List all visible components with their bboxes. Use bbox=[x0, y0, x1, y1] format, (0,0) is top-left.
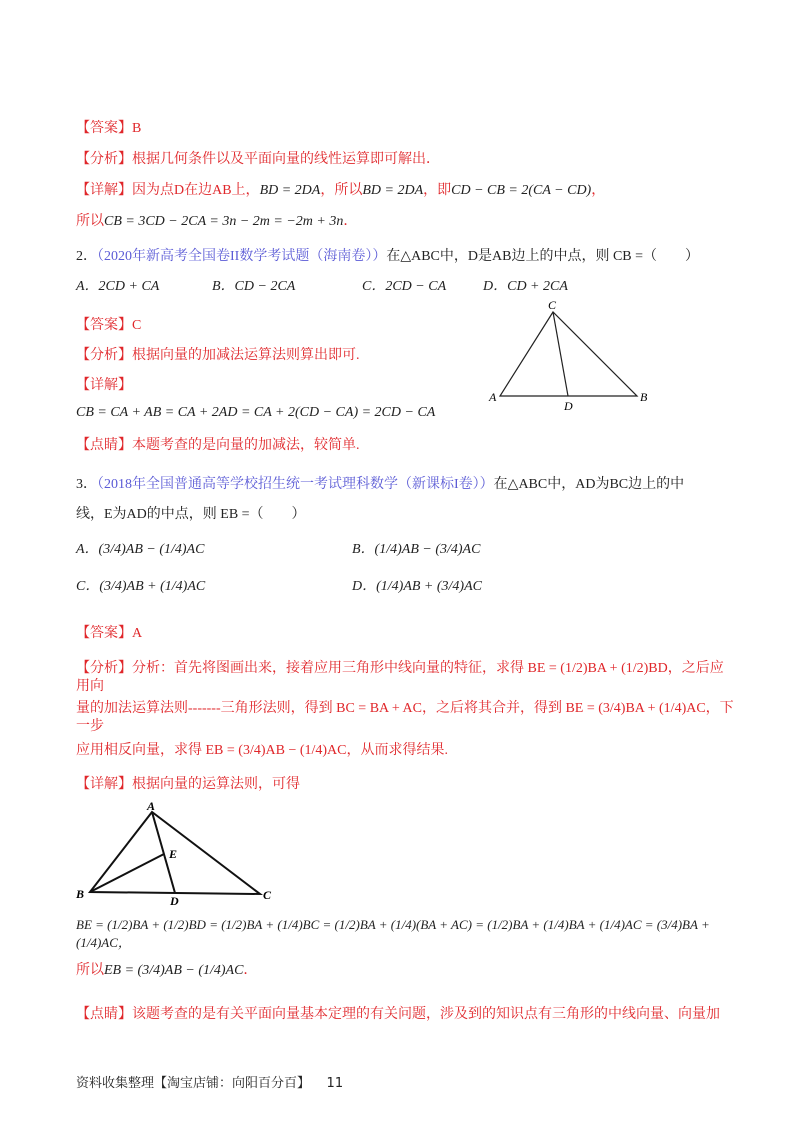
page-footer bbox=[76, 1072, 343, 1091]
analysis-tag: 【分析】 bbox=[76, 661, 132, 676]
question-text: 在△ABC中，D是AB边上的中点，则 CB =（ ） bbox=[386, 249, 700, 264]
q3-answer bbox=[76, 625, 142, 642]
triangle-figure-q2 bbox=[480, 296, 660, 418]
q3-comment bbox=[76, 1006, 736, 1024]
q1-answer bbox=[76, 120, 141, 137]
detail-tag: 【详解】 bbox=[76, 183, 132, 198]
q3-formula: BE = (1/2)BA + (1/2)BD = (1/2)BA + (1/4)BC = (1/2)BA + (1/4)(BA + AC) = (1/2)BA + (1/4)BA + (1/4)AC = (3/4)BA + (1/4)AC， bbox=[76, 917, 710, 950]
detail-tag: 【详解】 bbox=[76, 378, 132, 393]
q3-detail bbox=[76, 776, 300, 793]
q3-analysis-2: 量的加法运算法则-------三角形法则，得到 BC = BA + AC，之后将其合并，得到 BE = (3/4)BA + (1/4)AC，下一步 bbox=[76, 701, 734, 734]
q2-detail bbox=[76, 377, 132, 394]
option-a: A．(3/4)AB − (1/4)AC bbox=[76, 542, 205, 557]
question-source: （2018年全国普通高等学校招生统一考试理科数学（新课标I卷）） bbox=[97, 477, 494, 492]
answer-value: C bbox=[132, 318, 142, 333]
question-number: 2． bbox=[76, 249, 97, 264]
label-a: A bbox=[489, 390, 497, 404]
detail-text: 根据向量的运算法则，可得 bbox=[132, 777, 300, 792]
detail-text: 因为点D在边AB上， bbox=[132, 183, 260, 198]
math: EB = (3/4)AB − (1/4)AC bbox=[104, 963, 244, 978]
comment-text: 本题考查的是向量的加减法，较简单. bbox=[132, 438, 360, 453]
q3-stem-1 bbox=[76, 476, 684, 493]
q3-stem-2: 线，E为AD的中点，则 EB =（ ） bbox=[76, 507, 306, 522]
label-b: B bbox=[640, 390, 648, 404]
comment-text: 该题考查的是有关平面向量基本定理的有关问题，涉及到的知识点有三角形的中线向量、向量加 bbox=[132, 1007, 720, 1022]
answer-value: B bbox=[132, 121, 142, 136]
q2-answer bbox=[76, 317, 141, 334]
question-number: 3． bbox=[76, 477, 97, 492]
answer-tag: 【答案】 bbox=[76, 626, 132, 641]
option-b: B．CD − 2CA bbox=[212, 279, 296, 294]
q1-detail bbox=[76, 182, 605, 199]
q1-conclusion bbox=[76, 213, 357, 230]
comment-tag: 【点睛】 bbox=[76, 438, 132, 453]
label-d: D bbox=[170, 894, 179, 906]
punct: ． bbox=[343, 214, 358, 229]
math: CB = 3CD − 2CA = 3n − 2m = −2m + 3n bbox=[104, 214, 344, 229]
label-c: C bbox=[548, 298, 557, 312]
so-text: 所以 bbox=[76, 214, 104, 229]
detail-tag: 【详解】 bbox=[76, 777, 132, 792]
math: BD = 2DA bbox=[362, 183, 424, 198]
page-number: 11 bbox=[326, 1076, 344, 1091]
option-b: B．(1/4)AB − (3/4)AC bbox=[352, 542, 481, 557]
answer-value: A bbox=[132, 626, 143, 641]
answer-tag: 【答案】 bbox=[76, 121, 132, 136]
detail-text: ，即 bbox=[423, 183, 452, 198]
math: CD − CB = 2(CA − CD) bbox=[451, 183, 592, 198]
q2-analysis bbox=[76, 347, 360, 364]
option-d: D．(1/4)AB + (3/4)AC bbox=[352, 579, 482, 594]
analysis-tag: 【分析】 bbox=[76, 152, 132, 167]
so-text: 所以 bbox=[76, 963, 104, 978]
triangle-figure-q3 bbox=[70, 800, 280, 906]
q2-stem bbox=[76, 248, 699, 265]
option-d: D．CD + 2CA bbox=[483, 279, 568, 294]
q3-conclusion bbox=[76, 962, 257, 979]
label-b: B bbox=[76, 887, 85, 901]
option-c: C．2CD − CA bbox=[362, 279, 447, 294]
punct: ． bbox=[243, 963, 258, 978]
q1-analysis bbox=[76, 151, 440, 168]
question-source: （2020年新高考全国卷II数学考试题（海南卷）） bbox=[97, 249, 387, 264]
q2-comment bbox=[76, 437, 360, 454]
q2-formula: CB = CA + AB = CA + 2AD = CA + 2(CD − CA) = 2CD − CA bbox=[76, 405, 436, 420]
option-c: C．(3/4)AB + (1/4)AC bbox=[76, 579, 206, 594]
label-d: D bbox=[564, 399, 573, 413]
label-c: C bbox=[263, 888, 272, 902]
analysis-text: 分析：首先将图画出来，接着应用三角形中线向量的特征，求得 BE = (1/2)BA + (1/2)BD，之后应用向 bbox=[76, 661, 724, 694]
analysis-tag: 【分析】 bbox=[76, 348, 132, 363]
label-a: A bbox=[147, 800, 156, 813]
detail-text: ， bbox=[591, 183, 606, 198]
option-a: A．2CD + CA bbox=[76, 279, 160, 294]
answer-tag: 【答案】 bbox=[76, 318, 132, 333]
footer-text: 资料收集整理【淘宝店铺：向阳百分百】 bbox=[76, 1076, 311, 1091]
analysis-text: 根据向量的加减法运算法则算出即可. bbox=[132, 348, 360, 363]
analysis-text: 根据几何条件以及平面向量的线性运算即可解出． bbox=[132, 152, 440, 167]
comment-tag: 【点睛】 bbox=[76, 1007, 132, 1022]
label-e: E bbox=[169, 847, 178, 861]
q3-analysis bbox=[76, 660, 736, 696]
math: BD = 2DA bbox=[259, 183, 321, 198]
detail-text: ，所以 bbox=[320, 183, 363, 198]
question-text: 在△ABC中，AD为BC边上的中 bbox=[493, 477, 685, 492]
q3-analysis-3: 应用相反向量，求得 EB = (3/4)AB − (1/4)AC，从而求得结果. bbox=[76, 743, 449, 758]
